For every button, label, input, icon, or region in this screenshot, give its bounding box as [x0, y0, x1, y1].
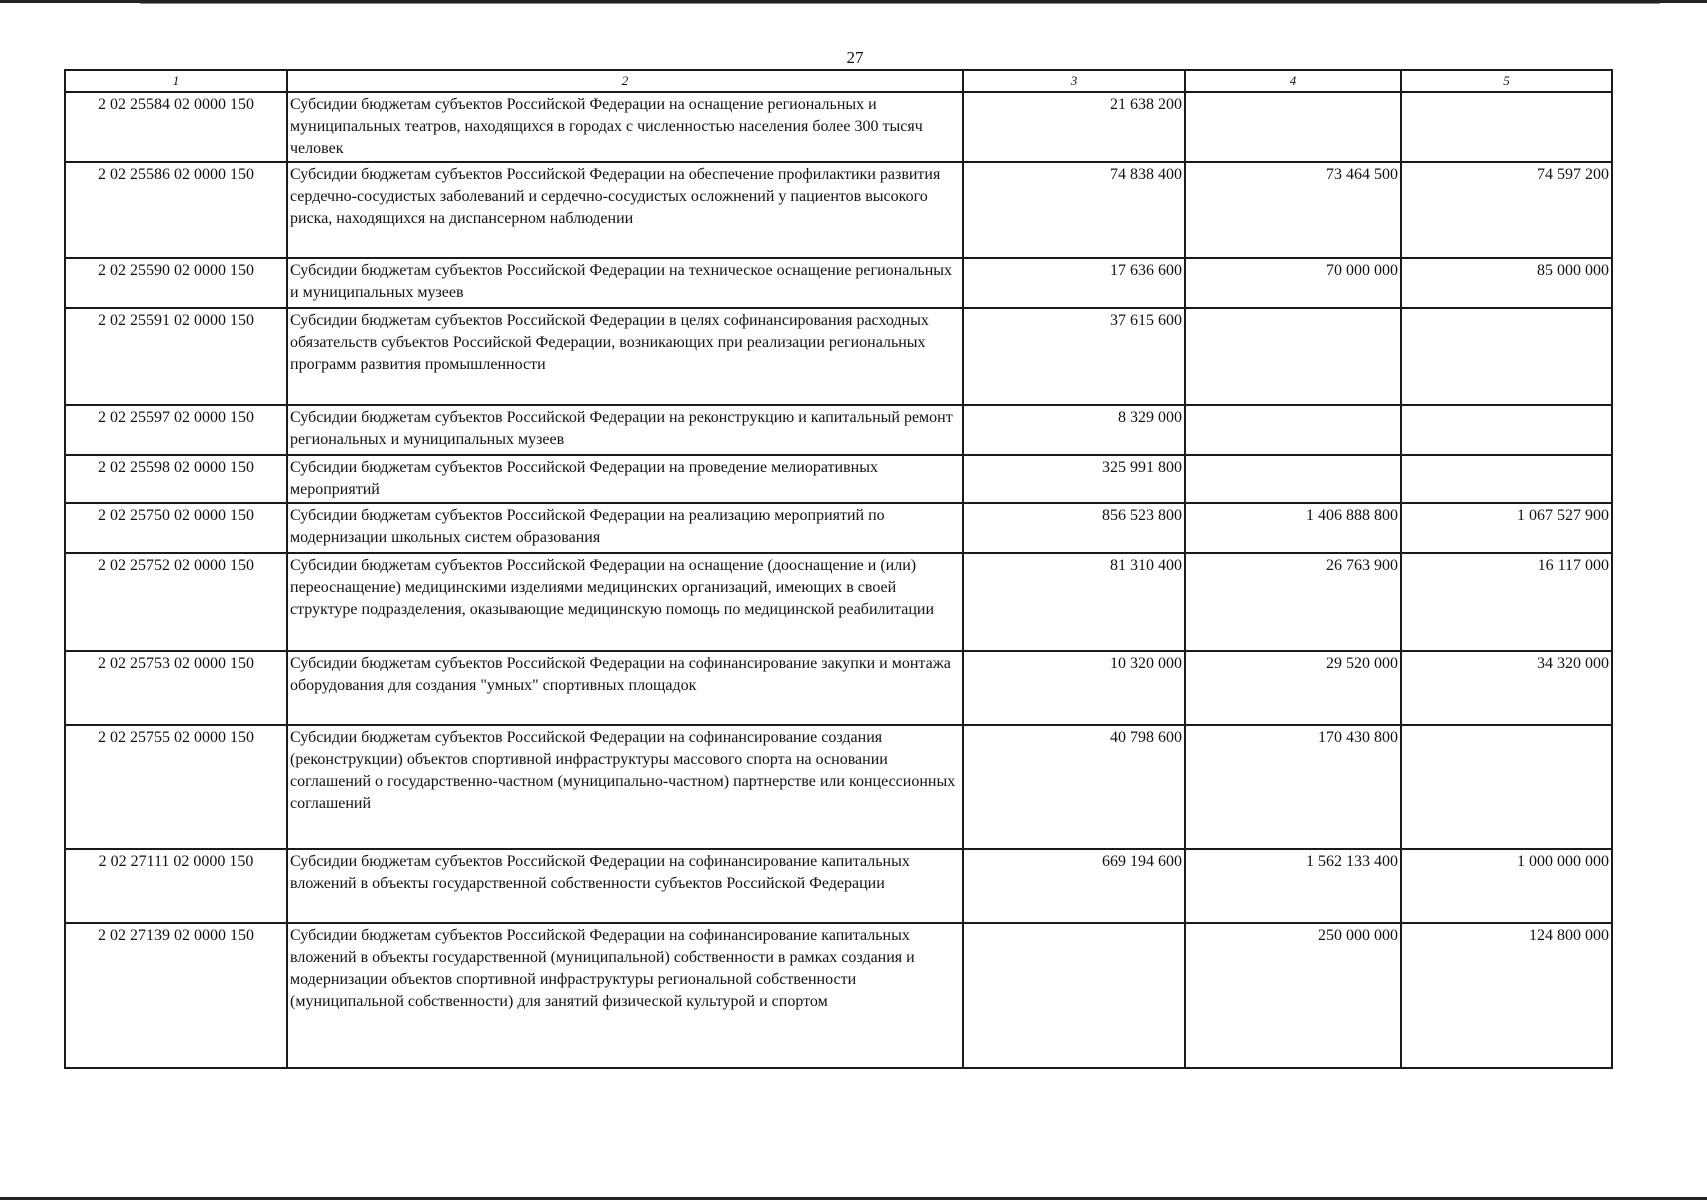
- amount-col4-cell: 1 562 133 400: [1185, 849, 1401, 923]
- amount-col3-cell: 325 991 800: [963, 455, 1185, 503]
- amount-col3-cell: 17 636 600: [963, 258, 1185, 308]
- amount-col4-cell: 26 763 900: [1185, 553, 1401, 651]
- table-row: [65, 258, 1612, 308]
- code-cell: 2 02 25584 02 0000 150: [65, 92, 287, 162]
- header-col-1: 1: [65, 70, 287, 92]
- code-cell: 2 02 25598 02 0000 150: [65, 455, 287, 503]
- amount-col3-cell: 81 310 400: [963, 553, 1185, 651]
- table-row: [65, 308, 1612, 405]
- description-cell: Субсидии бюджетам субъектов Российской Федерации на софинансирование закупки и монтажа оборудования для создания "умных" спортивных площадок: [287, 651, 963, 725]
- amount-col5-cell: 16 117 000: [1401, 553, 1612, 651]
- amount-col3-cell: 74 838 400: [963, 162, 1185, 258]
- description-cell: Субсидии бюджетам субъектов Российской Федерации на техническое оснащение региональных и муниципальных музеев: [287, 258, 963, 308]
- code-cell: 2 02 25755 02 0000 150: [65, 725, 287, 849]
- budget-table: [64, 69, 1613, 1069]
- amount-col4-cell: [1185, 455, 1401, 503]
- table-row: [65, 162, 1612, 258]
- description-cell: Субсидии бюджетам субъектов Российской Федерации на проведение мелиоративных мероприятий: [287, 455, 963, 503]
- table-row: [65, 92, 1612, 162]
- amount-col4-cell: [1185, 308, 1401, 405]
- code-cell: 2 02 25591 02 0000 150: [65, 308, 287, 405]
- code-cell: 2 02 25753 02 0000 150: [65, 651, 287, 725]
- description-cell: Субсидии бюджетам субъектов Российской Федерации на софинансирование создания (реконструкции) объектов спортивной инфраструктуры массового спорта на основании соглашений о государственно-частном (муниципально-частном) партнерстве или концессионных соглашений: [287, 725, 963, 849]
- header-col-2: 2: [287, 70, 963, 92]
- table-row: [65, 651, 1612, 725]
- amount-col3-cell: 21 638 200: [963, 92, 1185, 162]
- amount-col5-cell: [1401, 455, 1612, 503]
- code-cell: 2 02 25750 02 0000 150: [65, 503, 287, 553]
- code-cell: 2 02 25597 02 0000 150: [65, 405, 287, 455]
- amount-col5-cell: [1401, 92, 1612, 162]
- code-cell: 2 02 25590 02 0000 150: [65, 258, 287, 308]
- amount-col5-cell: 85 000 000: [1401, 258, 1612, 308]
- code-cell: 2 02 27139 02 0000 150: [65, 923, 287, 1068]
- code-cell: 2 02 25586 02 0000 150: [65, 162, 287, 258]
- amount-col3-cell: 40 798 600: [963, 725, 1185, 849]
- amount-col3-cell: 8 329 000: [963, 405, 1185, 455]
- amount-col5-cell: 1 067 527 900: [1401, 503, 1612, 553]
- code-cell: 2 02 27111 02 0000 150: [65, 849, 287, 923]
- amount-col4-cell: 73 464 500: [1185, 162, 1401, 258]
- table-row: [65, 405, 1612, 455]
- amount-col3-cell: 37 615 600: [963, 308, 1185, 405]
- amount-col5-cell: [1401, 725, 1612, 849]
- amount-col3-cell: 10 320 000: [963, 651, 1185, 725]
- header-col-3: 3: [963, 70, 1185, 92]
- table-row: [65, 503, 1612, 553]
- amount-col5-cell: 124 800 000: [1401, 923, 1612, 1068]
- amount-col3-cell: 856 523 800: [963, 503, 1185, 553]
- scan-top-edge-shadow: [140, 3, 1660, 4]
- description-cell: Субсидии бюджетам субъектов Российской Федерации на софинансирование капитальных вложений в объекты государственной собственности субъектов Российской Федерации: [287, 849, 963, 923]
- table-row: [65, 455, 1612, 503]
- table-row: [65, 725, 1612, 849]
- amount-col4-cell: 250 000 000: [1185, 923, 1401, 1068]
- amount-col5-cell: 74 597 200: [1401, 162, 1612, 258]
- amount-col5-cell: [1401, 405, 1612, 455]
- amount-col3-cell: [963, 923, 1185, 1068]
- amount-col4-cell: [1185, 405, 1401, 455]
- amount-col5-cell: 34 320 000: [1401, 651, 1612, 725]
- amount-col4-cell: [1185, 92, 1401, 162]
- amount-col4-cell: 29 520 000: [1185, 651, 1401, 725]
- table-row: [65, 849, 1612, 923]
- description-cell: Субсидии бюджетам субъектов Российской Федерации на оснащение (дооснащение и (или) переоснащение) медицинскими изделиями медицинских организаций, имеющих в своей структуре подразделения, оказывающие медицинскую помощь по медицинской реабилитации: [287, 553, 963, 651]
- amount-col4-cell: 1 406 888 800: [1185, 503, 1401, 553]
- code-cell: 2 02 25752 02 0000 150: [65, 553, 287, 651]
- table-row: [65, 923, 1612, 1068]
- page-number: 27: [846, 48, 864, 67]
- amount-col4-cell: 170 430 800: [1185, 725, 1401, 849]
- description-cell: Субсидии бюджетам субъектов Российской Федерации в целях софинансирования расходных обязательств субъектов Российской Федерации, возникающих при реализации региональных программ развития промышленности: [287, 308, 963, 405]
- amount-col5-cell: [1401, 308, 1612, 405]
- description-cell: Субсидии бюджетам субъектов Российской Федерации на реконструкцию и капитальный ремонт региональных и муниципальных музеев: [287, 405, 963, 455]
- description-cell: Субсидии бюджетам субъектов Российской Федерации на софинансирование капитальных вложений в объекты государственной (муниципальной) собственности в рамках создания и модернизации объектов спортивной инфраструктуры региональной собственности (муниципальной собственности) для занятий физической культурой и спортом: [287, 923, 963, 1068]
- header-col-4: 4: [1185, 70, 1401, 92]
- description-cell: Субсидии бюджетам субъектов Российской Федерации на реализацию мероприятий по модернизации школьных систем образования: [287, 503, 963, 553]
- amount-col3-cell: 669 194 600: [963, 849, 1185, 923]
- header-col-5: 5: [1401, 70, 1612, 92]
- table-row: [65, 553, 1612, 651]
- description-cell: Субсидии бюджетам субъектов Российской Федерации на обеспечение профилактики развития сердечно-сосудистых заболеваний и сердечно-сосудистых осложнений у пациентов высокого риска, находящихся на диспансерном наблюдении: [287, 162, 963, 258]
- amount-col4-cell: 70 000 000: [1185, 258, 1401, 308]
- amount-col5-cell: 1 000 000 000: [1401, 849, 1612, 923]
- table-header-row: [65, 70, 1612, 92]
- description-cell: Субсидии бюджетам субъектов Российской Федерации на оснащение региональных и муниципальных театров, находящихся в городах с численностью населения более 300 тысяч человек: [287, 92, 963, 162]
